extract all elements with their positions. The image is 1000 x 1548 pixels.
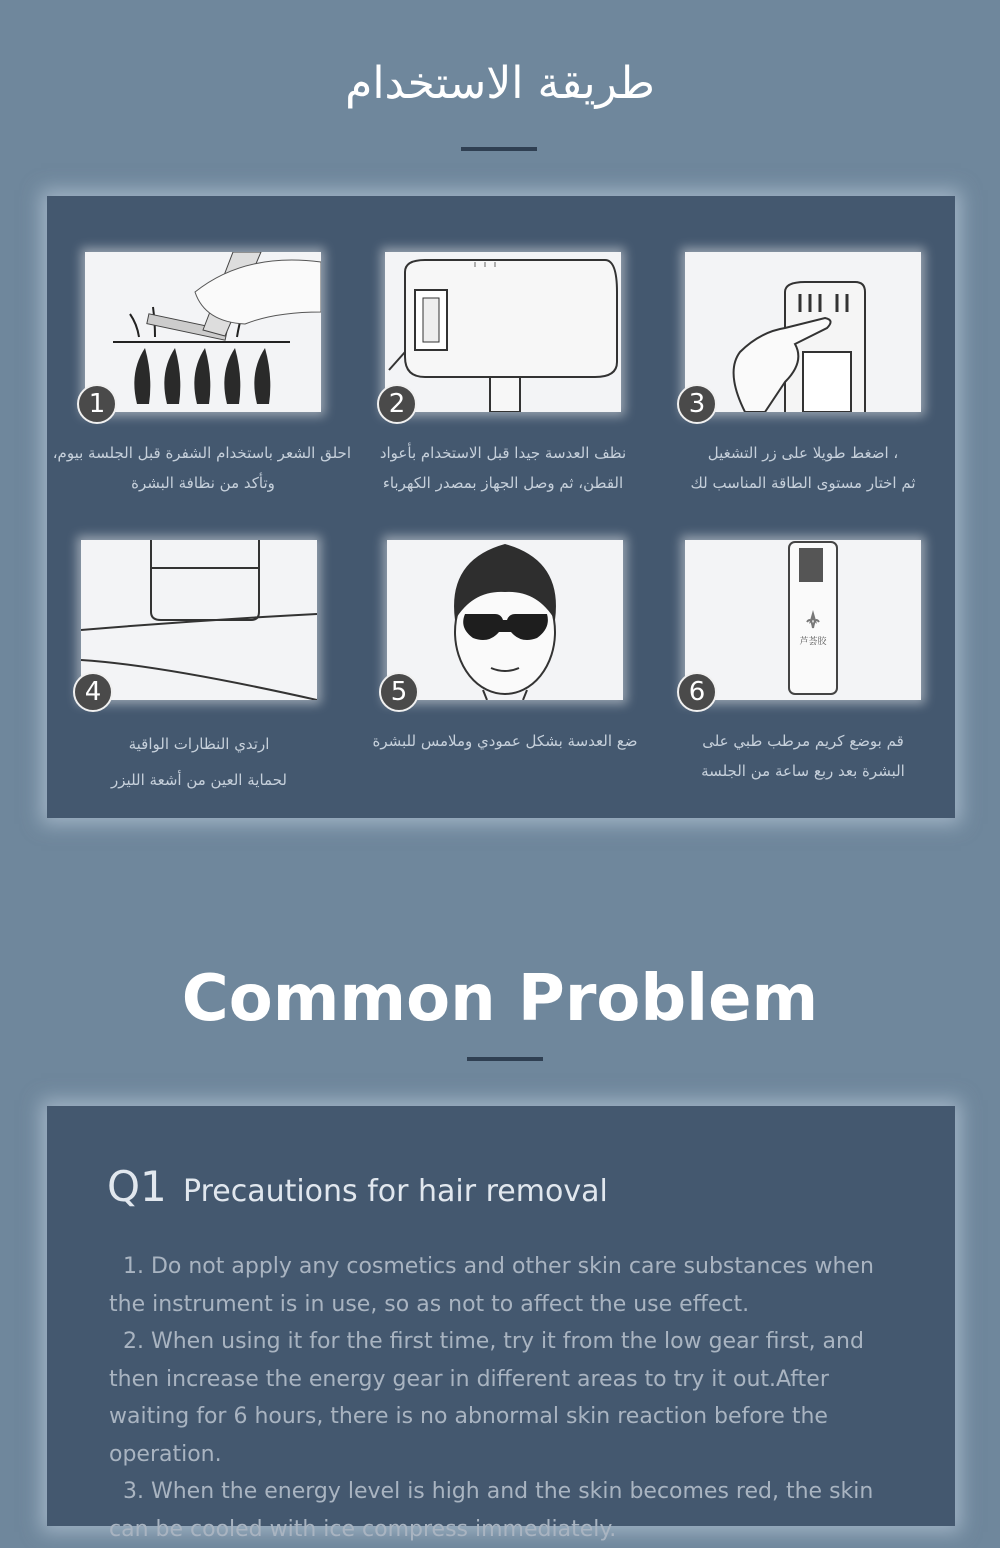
step-text-line: احلق الشعر باستخدام الشفرة قبل الجلسة بيوم، <box>52 444 351 462</box>
step-description <box>357 726 653 756</box>
step-text-line: القطن، ثم وصل الجهاز بمصدر الكهرباء <box>382 474 624 492</box>
step-text-line: ، اضغط طويلا على زر التشغيل <box>707 444 899 462</box>
device-on-skin-icon <box>81 540 317 700</box>
step-text-line: ارتدي النظارات الواقية <box>128 735 270 753</box>
device-lens-cleaning-icon <box>385 252 621 412</box>
usage-section-title: طريقة الاستخدام <box>345 58 655 109</box>
title-divider <box>461 147 537 151</box>
step-text-line: ضع العدسة بشكل عمودي وملامس للبشرة <box>372 732 638 750</box>
step-description <box>655 438 951 498</box>
step-text-line: ثم اختار مستوى الطاقة المناسب لك <box>690 474 916 492</box>
shaving-razor-icon <box>85 252 321 412</box>
step-number-badge: 4 <box>73 672 113 712</box>
aloe-cream-tube-icon <box>685 540 921 700</box>
faq-panel <box>47 1106 955 1542</box>
step-description <box>52 438 351 498</box>
step-number-badge: 2 <box>377 384 417 424</box>
common-problem-title: Common Problem <box>181 962 819 1036</box>
question-label: Q1 <box>107 1162 167 1211</box>
step-description <box>655 726 951 786</box>
answer-item: 3. When the energy level is high and the skin becomes red, the skin can be cooled with ice compress immediately. <box>109 1479 874 1542</box>
cream-tube-label: 芦荟胶 <box>799 637 827 647</box>
usage-steps-panel <box>47 196 955 818</box>
step-description <box>51 726 347 798</box>
answer-item: 2. When using it for the first time, try it from the low gear first, and then increase the energy gear in different areas to try it out.After waiting for 6 hours, there is no abnormal skin reaction before the operation. <box>109 1329 864 1467</box>
step-number-badge: 1 <box>77 384 117 424</box>
protective-goggles-icon <box>387 540 623 700</box>
step-number-badge: 3 <box>677 384 717 424</box>
step-text-line: نظف العدسة جيدا قبل الاستخدام بأعواد <box>379 444 627 462</box>
step-text-line: قم بوضع كريم مرطب طبي على <box>702 732 904 750</box>
step-text-line: وتأكد من نظافة البشرة <box>131 474 275 492</box>
step-description <box>355 438 651 498</box>
answer-body <box>109 1248 909 1548</box>
step-text-line: البشرة بعد ربع ساعة من الجلسة <box>701 762 905 780</box>
step-number-badge: 6 <box>677 672 717 712</box>
title-divider <box>467 1057 543 1061</box>
question-title: Precautions for hair removal <box>183 1174 608 1209</box>
press-power-button-icon <box>685 252 921 412</box>
answer-item: 1. Do not apply any cosmetics and other skin care substances when the instrument is in use, so as not to affect the use effect. <box>109 1254 874 1317</box>
step-text-line: لحماية العين من أشعة الليزر <box>111 771 287 789</box>
step-number-badge: 5 <box>379 672 419 712</box>
